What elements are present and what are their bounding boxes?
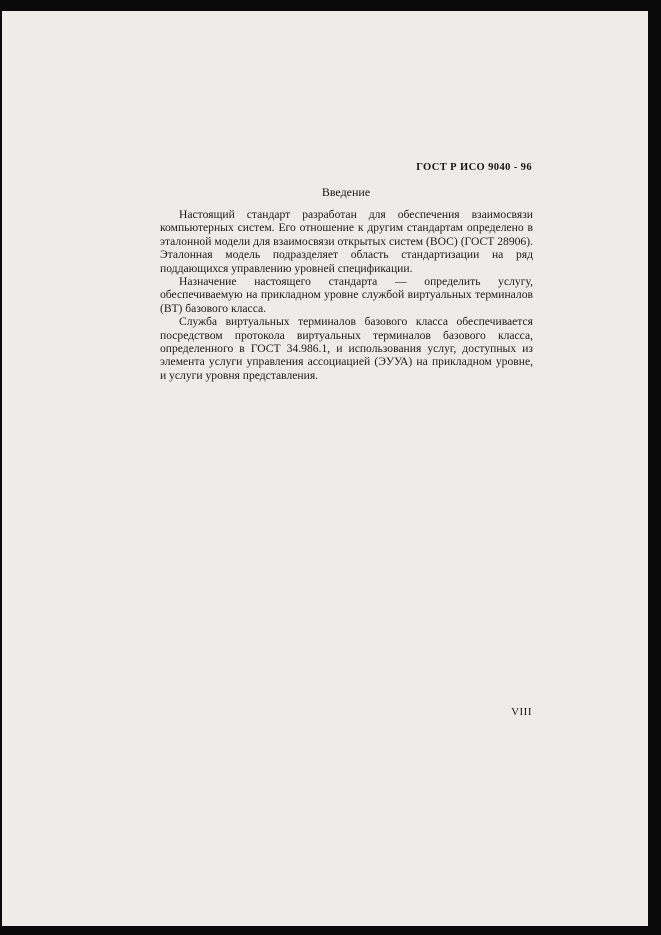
scan-border-top [0, 0, 661, 11]
page-number: VIII [511, 706, 532, 718]
scan-border-left [0, 0, 2, 935]
document-body [160, 208, 533, 382]
section-title: Введение [321, 185, 371, 199]
scan-border-right [648, 0, 661, 935]
document-code-header: ГОСТ Р ИСО 9040 - 96 [416, 162, 532, 173]
paragraph-1: Настоящий стандарт разработан для обеспечения взаимосвязи компьютерных систем. Его отношение к другим стандартам определено в эталонной модели для взаимосвязи открытых систем (ВОС) (ГОСТ 28906). Эталонная модель подразделяет область стандартизации на ряд поддающихся управлению уровней спецификации. [160, 208, 533, 275]
scan-border-bottom [0, 926, 661, 935]
paragraph-2: Назначение настоящего стандарта — определить услугу, обеспечиваемую на прикладном уровне службой виртуальных терминалов (ВТ) базового класса. [160, 275, 533, 315]
paragraph-3: Служба виртуальных терминалов базового класса обеспечивается посредством протокола виртуальных терминалов базового класса, определенного в ГОСТ 34.986.1, и использования услуг, доступных из элемента услуги управления ассоциацией (ЭУУА) на прикладном уровне, и услуги уровня представления. [160, 315, 533, 382]
